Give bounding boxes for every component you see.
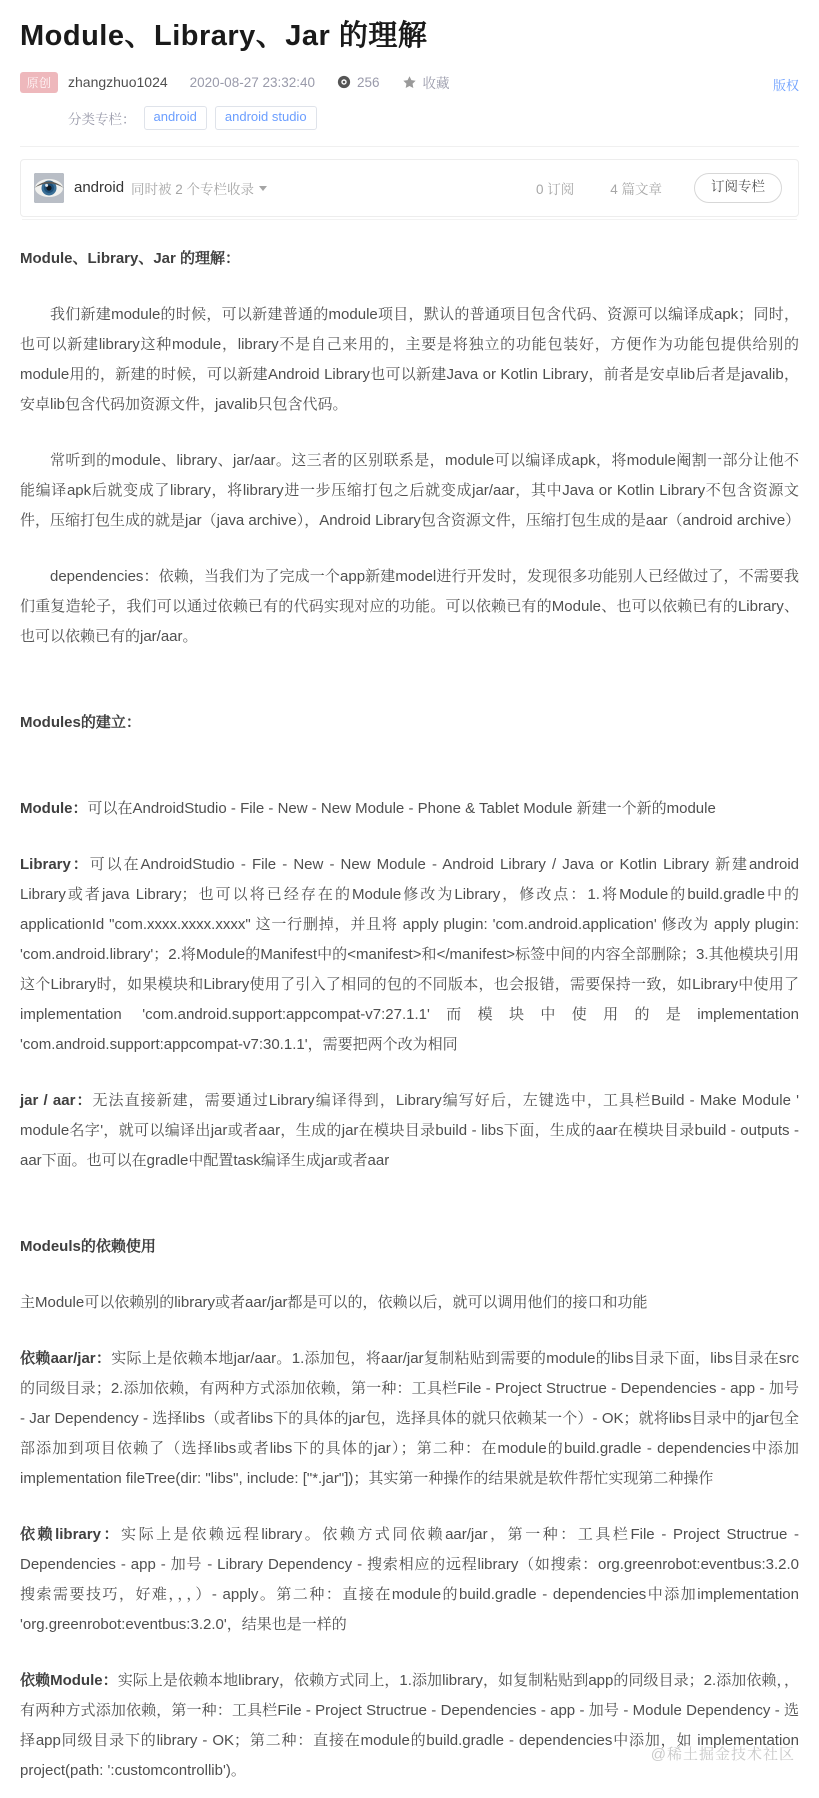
spacer [20, 1072, 799, 1086]
spacer [20, 1188, 799, 1232]
library-lead-label: Library： [20, 855, 90, 873]
eye-avatar-icon [34, 173, 64, 203]
column-subtitle-text: 同时被 2 个专栏收录 [131, 181, 255, 197]
article-meta-row [20, 72, 799, 93]
library-paragraph [20, 850, 799, 1060]
module-paragraph [20, 794, 799, 824]
spacer [20, 286, 799, 300]
site-watermark: @稀土掘金技术社区 [650, 1745, 795, 1763]
header-divider [20, 146, 799, 147]
dependency-library-body-text: 实际上是依赖远程library。依赖方式同依赖aar/jar，第一种：工具栏File - Project Structrue - Dependencies - app - 加号 - Library Dependency - 搜索相应的远程library（如搜索：org.greenrobot:eventbus:3.2.0 搜索需要技巧，好难，，，）- apply。第二种：直接在module的build.gradle - dependencies中添加implementation 'org.greenrobot:eventbus:3.2.0'，结果也是一样的 [20, 1525, 800, 1633]
jar-aar-body-text: 无法直接新建，需要通过Library编译得到，Library编写好后，左键选中，工具栏Build - Make Module ' module名字'，就可以编译出jar或者aar，生成的jar在模块目录build - libs下面，生成的aar在模块目录build - outputs - aar下面。也可以在gradle中配置task编译生成jar或者aar [20, 1091, 799, 1169]
spacer [20, 750, 799, 794]
author-name[interactable]: zhangzhuo1024 [68, 74, 168, 91]
content-paragraph-1: 我们新建module的时候，可以新建普通的module项目，默认的普通项目包含代码、资源可以编译成apk；同时，也可以新建library这种module，library不是自己来用的，主要是将独立的功能包装好，方便作为功能包提供给别的module用的，新建的时候，可以新建Android Library也可以新建Java or Kotlin Library，前者是安卓lib后者是javalib，安卓lib包含代码加资源文件，javalib只包含代码。 [20, 305, 799, 413]
content-heading-2: Modules的建立： [20, 713, 141, 731]
category-row [20, 106, 799, 130]
module-body-text: 可以在AndroidStudio - File - New - New Module - Phone & Tablet Module 新建一个新的module [87, 799, 716, 817]
module-lead-label: Module： [20, 799, 88, 817]
dependency-module-lead-label: 依赖Module： [20, 1671, 118, 1689]
content-paragraph-2: 常听到的module、library、jar/aar。这三者的区别联系是，module可以编译成apk，将module阉割一部分让他不能编译apk后就变成了library，将library进一步压缩打包之后就变成jar/aar，其中Java or Kotlin Library不包含资源文件，压缩打包生成的就是jar（java archive），Android Library包含资源文件，压缩打包生成的是aar（android archive） [20, 451, 801, 529]
dependency-library-lead-label: 依赖library： [20, 1525, 122, 1543]
subscribe-column-button[interactable]: 订阅专栏 [694, 173, 782, 203]
publish-date: 2020-08-27 23:32:40 [189, 74, 316, 90]
original-badge: 原创 [20, 72, 58, 93]
eye-icon [337, 75, 351, 89]
column-name[interactable]: android [74, 179, 125, 197]
collect-button[interactable] [402, 72, 450, 92]
content-heading-1: Module、Library、Jar 的理解： [20, 249, 241, 267]
article-count: 4 篇文章 [610, 181, 662, 197]
view-count [337, 75, 380, 90]
column-subscribe-card [20, 159, 799, 217]
spacer [20, 664, 799, 708]
spacer [20, 836, 799, 850]
category-tag-android-studio[interactable]: android studio [215, 106, 317, 130]
chevron-down-icon [259, 186, 267, 191]
copyright-link[interactable]: 版权 [772, 77, 799, 93]
star-icon [402, 75, 417, 90]
dependency-module-body-text: 实际上是依赖本地library，依赖方式同上，1.添加library，如复制粘贴到app的同级目录；2.添加依赖，，有两种方式添加依赖，第一种：工具栏File - Project Structrue - Dependencies - app - 加号 - Module Dependency - 选择app同级目录下的library - OK；第二种：直接在module的build.gradle - dependencies中添加，如 implementation project(path: ':customcontrollib')。 [20, 1671, 799, 1779]
spacer [20, 432, 799, 446]
subscriber-count: 0 订阅 [535, 181, 575, 197]
spacer [20, 1506, 799, 1520]
spacer [20, 1274, 799, 1288]
card-underline [22, 219, 797, 220]
content-paragraph-4: 主Module可以依赖别的library或者aar/jar都是可以的，依赖以后，就可以调用他们的接口和功能 [20, 1293, 648, 1311]
article-content [20, 244, 799, 1786]
content-paragraph-3: dependencies：依赖，当我们为了完成一个app新建model进行开发时，发现很多功能别人已经做过了，不需要我们重复造轮子，我们可以通过依赖已有的代码实现对应的功能。可以依赖已有的Module、也可以依赖已有的Library、也可以依赖已有的jar/aar。 [20, 567, 799, 645]
dependency-jar-body-text: 实际上是依赖本地jar/aar。1.添加包，将aar/jar复制粘贴到需要的module的libs目录下面，libs目录在src的同级目录；2.添加依赖，有两种方式添加依赖，第一种：工具栏File - Project Structrue - Dependencies - app - 加号 - Jar Dependency - 选择libs（或者libs下的具体的jar包，选择具体的就只依赖某一个）- OK；就将libs目录中的jar包全部添加到项目依赖了（选择libs或者libs下的具体的jar）；第二种：在module的build.gradle - dependencies中添加implementation fileTree(dir: "libs", include: ["*.jar"])；其实第一种操作的结果就是软件帮忙实现第二种操作 [20, 1349, 799, 1487]
collect-label: 收藏 [422, 76, 450, 92]
column-subtitle[interactable] [131, 178, 267, 198]
spacer [20, 1652, 799, 1666]
page-title: Module、Library、Jar 的理解 [20, 20, 428, 52]
spacer [20, 1330, 799, 1344]
dependency-jar-paragraph [20, 1344, 799, 1494]
dependency-jar-lead-label: 依赖aar/jar： [20, 1349, 112, 1367]
jar-aar-paragraph [20, 1086, 799, 1176]
content-heading-3: Modeuls的依赖使用 [20, 1237, 156, 1255]
view-count-value: 256 [357, 74, 380, 90]
category-label: 分类专栏： [68, 111, 136, 127]
spacer [20, 548, 799, 562]
library-body-text: 可以在AndroidStudio - File - New - New Module - Android Library / Java or Kotlin Library 新建android Library或者java Library；也可以将已经存在的Module修改为Library，修改点：1.将Module的build.gradle中的 applicationId "com.xxxx.xxxx.xxxx" 这一行删掉，并且将 apply plugin: 'com.android.application' 修改为 apply plugin: 'com.android.library'；2.将Module的Manifest中的<manifest>和</manifest>标签中间的内容全部删除；3.其他模块引用这个Library时，如果模块和Library使用了引入了相同的包的不同版本，也会报错，需要保持一致，如Library中使用了implementation 'com.android.support:appcompat-v7:27.1.1'而模块中使用的是implementation 'com.android.support:appcompat-v7:30.1.1'，需要把两个改为相同 [20, 855, 799, 1053]
category-tag-android[interactable]: android [144, 106, 207, 130]
dependency-module-paragraph [20, 1666, 799, 1786]
jar-aar-lead-label: jar / aar： [20, 1091, 93, 1109]
